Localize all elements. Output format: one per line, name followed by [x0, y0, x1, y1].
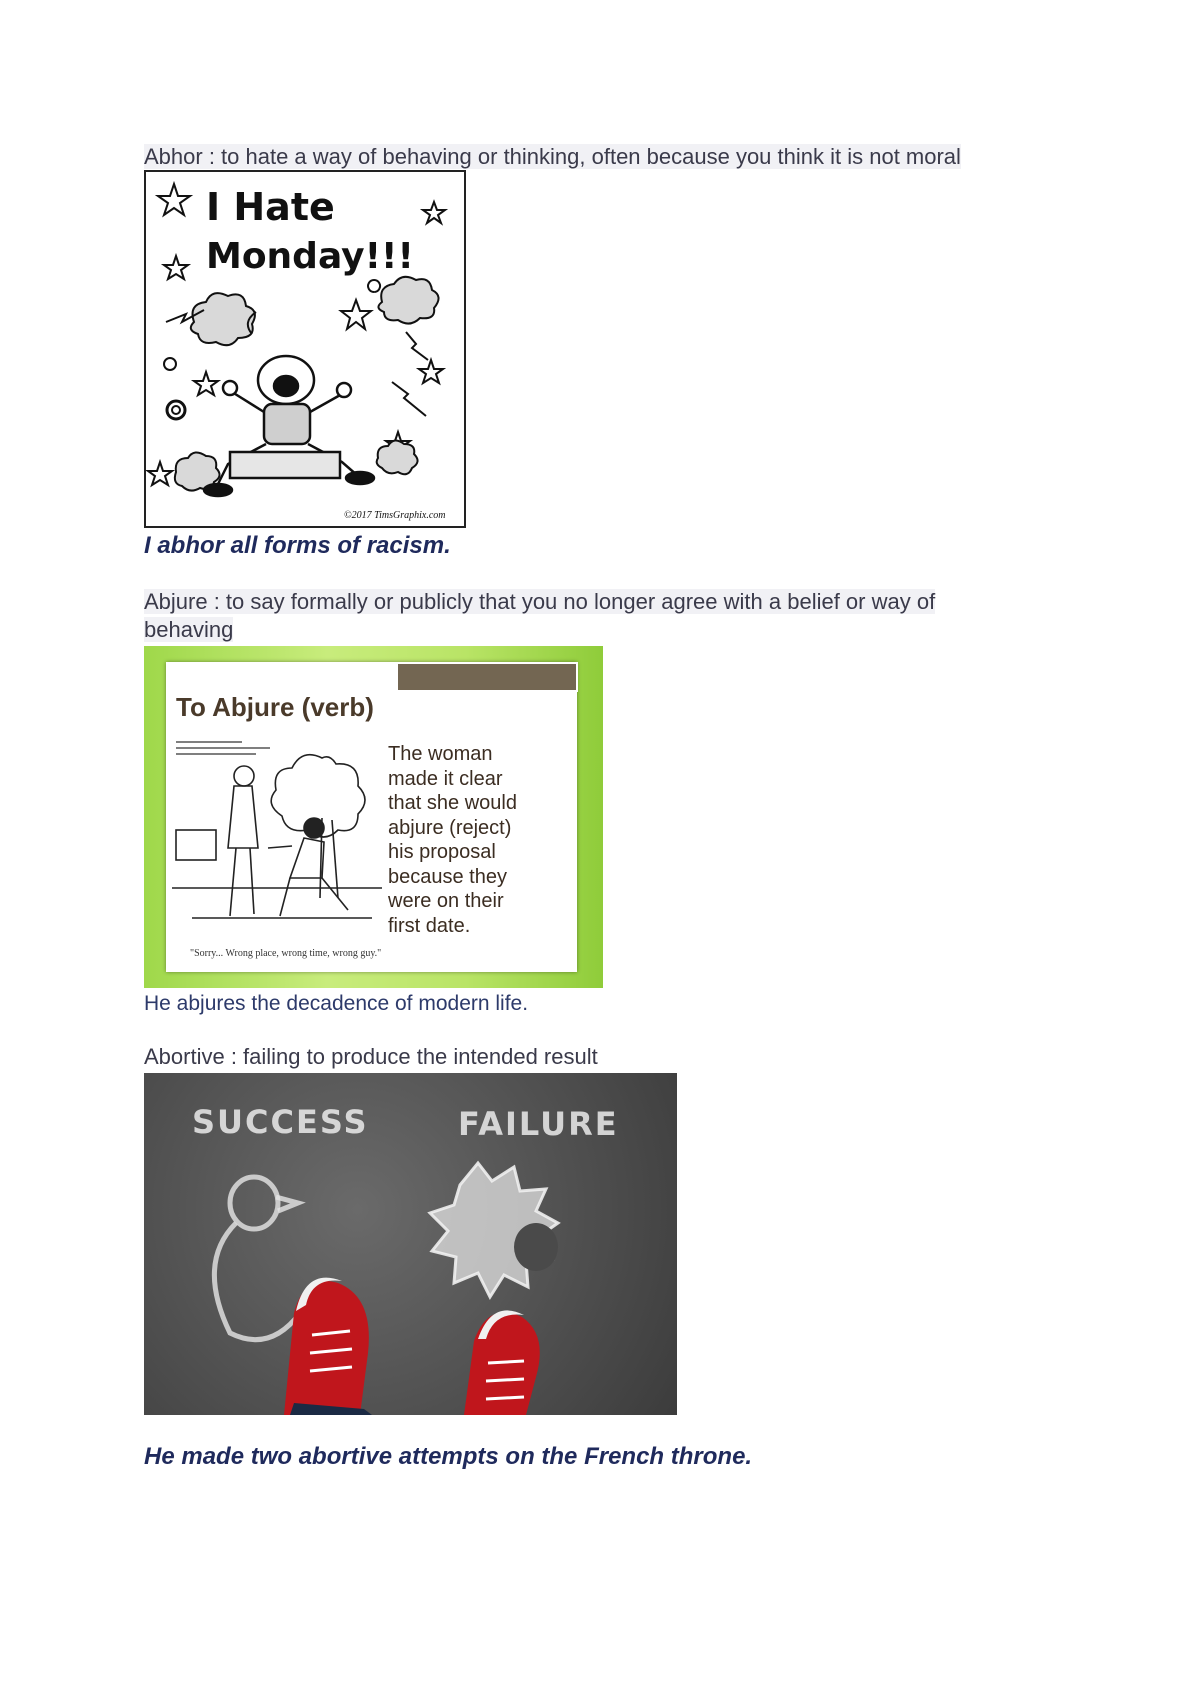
caption-line: that she would: [388, 792, 517, 814]
chalk-drawings: [144, 1073, 677, 1415]
proposal-cartoon: [172, 738, 382, 948]
caption-line: because they: [388, 865, 507, 888]
definition-abjure: [144, 588, 935, 644]
definition-abhor-text: Abhor : to hate a way of behaving or thinking, often because you think it is not moral: [144, 144, 961, 169]
slide-card: [166, 662, 577, 972]
slide-tab: [396, 662, 578, 692]
example-abjure: He abjures the decadence of modern life.: [144, 992, 529, 1015]
slide-title: To Abjure (verb): [176, 692, 374, 722]
abjure-slide: [144, 646, 603, 988]
definition-abjure-line2: behaving: [144, 617, 234, 642]
crying-character: [204, 356, 374, 496]
cartoon-headline-line1: I Hate: [206, 185, 335, 229]
caption-line: The woman: [388, 743, 493, 765]
red-sneakers: [284, 1278, 540, 1415]
caption-line: first date.: [388, 914, 471, 937]
chalk-word-success: SUCCESS: [192, 1103, 369, 1141]
definition-abjure-line1: Abjure : to say formally or publicly that you no longer agree with a belief or way of: [144, 589, 936, 614]
caption-line: his proposal: [388, 841, 496, 863]
cartoon-quote: "Sorry... Wrong place, wrong time, wrong guy.": [190, 948, 382, 959]
hate-monday-cartoon: [146, 172, 464, 526]
caption-line: made it clear: [388, 767, 503, 790]
caption-line: abjure (reject): [388, 816, 512, 839]
cartoon-credit: ©2017 TimsGraphix.com: [344, 510, 446, 521]
caption-line: were on their: [388, 890, 504, 912]
slide-caption: [388, 742, 573, 938]
chalk-word-failure: FAILURE: [458, 1105, 619, 1143]
spiral-icon: [167, 401, 185, 419]
example-abortive: He made two abortive attempts on the French throne.: [144, 1443, 753, 1470]
abhor-illustration: [144, 170, 466, 528]
definition-abortive: [144, 1043, 598, 1071]
cartoon-headline-line2: Monday!!!: [206, 236, 414, 277]
abortive-photo: [144, 1073, 677, 1415]
definition-abhor: [144, 143, 961, 171]
example-abhor: I abhor all forms of racism.: [144, 532, 451, 559]
definition-abortive-text: Abortive : failing to produce the intended result: [144, 1044, 598, 1069]
